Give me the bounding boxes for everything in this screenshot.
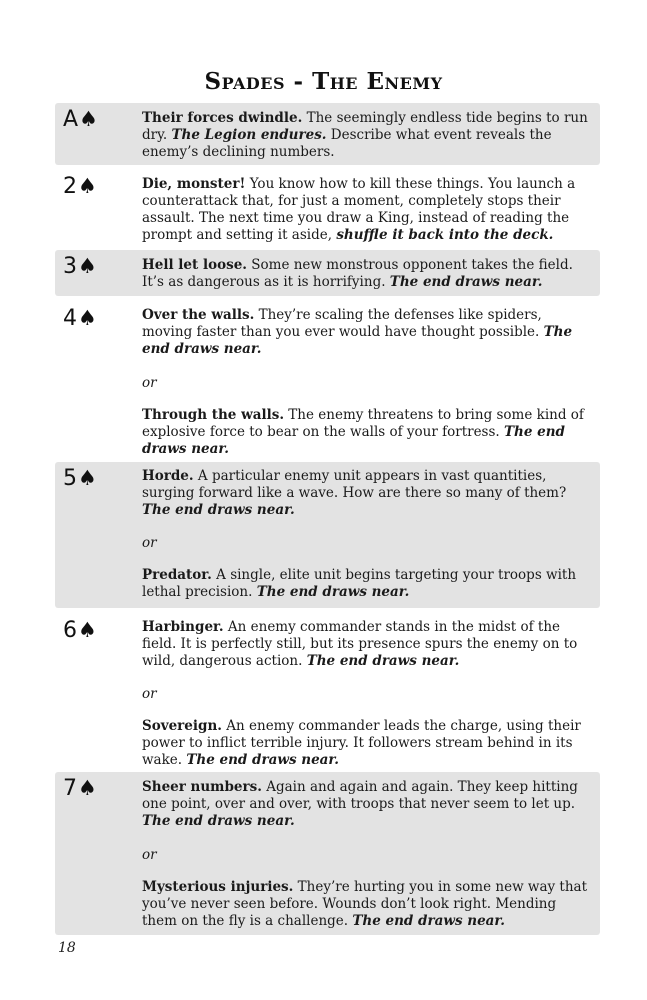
- option-outcome: The end draws near.: [256, 584, 410, 600]
- option-body: An enemy commander stands in the midst of the field. It is perfectly still, but its presence spurs the enemy on to wild, dangerous action.: [142, 619, 578, 669]
- card-rank: [63, 106, 98, 133]
- option-body: A particular enemy unit appears in vast quantities, surging forward like a wave. How are there so many of them?: [142, 468, 567, 501]
- or-separator: or: [142, 535, 157, 551]
- option-outcome: The end draws near.: [142, 324, 573, 357]
- rank-label: 3: [63, 254, 77, 279]
- option-name: Sheer numbers.: [142, 779, 262, 795]
- card-rank: [63, 253, 97, 280]
- card-rank: [63, 305, 97, 332]
- card-row-3: [55, 250, 600, 296]
- option-body: A single, elite unit begins targeting your troops with lethal precision.: [142, 567, 577, 600]
- spade-icon: ♠: [79, 107, 98, 131]
- card-rank: [63, 775, 97, 802]
- card-text: [142, 307, 590, 458]
- card-row-ace: [55, 103, 600, 165]
- option-name: Sovereign.: [142, 718, 222, 734]
- option-name: Die, monster!: [142, 176, 246, 192]
- option-outcome: The end draws near.: [352, 913, 505, 929]
- option-body: The enemy threatens to bring some kind of explosive force to bear on the walls of your fortress.: [142, 407, 584, 440]
- spade-icon: ♠: [78, 466, 97, 490]
- option-outcome: The end draws near.: [389, 274, 543, 290]
- option-outcome: The end draws near.: [142, 813, 295, 829]
- page-title: Spades - The Enemy: [204, 68, 443, 95]
- card-row-5: [55, 462, 600, 608]
- option-outcome: The Legion endures.: [171, 127, 327, 143]
- spade-icon: ♠: [78, 174, 97, 198]
- card-text: [142, 176, 590, 244]
- spade-icon: ♠: [78, 254, 97, 278]
- option-name: Over the walls.: [142, 307, 255, 323]
- spade-icon: ♠: [78, 618, 97, 642]
- option-name: Harbinger.: [142, 619, 224, 635]
- option-body: Again and again and again. They keep hitting one point, over and over, with troops that never seem to let up.: [142, 779, 578, 812]
- or-separator: or: [142, 847, 157, 863]
- option-name: Hell let loose.: [142, 257, 247, 273]
- option-body: They’re scaling the defenses like spiders, moving faster than you ever would have thought possible.: [142, 307, 544, 340]
- option-name: Through the walls.: [142, 407, 285, 423]
- or-separator: or: [142, 686, 157, 702]
- option-body: They’re hurting you in some new way that you’ve never seen before. Wounds don’t look right. Mending them on the fly is a challenge.: [142, 879, 588, 929]
- spade-icon: ♠: [78, 776, 97, 800]
- rank-label: 4: [63, 306, 77, 331]
- card-rank: [63, 617, 97, 644]
- option-outcome: The end draws near.: [186, 752, 339, 768]
- card-row-6: [55, 614, 600, 766]
- option-body: Some new monstrous opponent takes the field. It’s as dangerous as it is horrifying.: [142, 257, 573, 290]
- option-body: The seemingly endless tide begins to run dry.: [142, 110, 588, 143]
- rank-label: 6: [63, 618, 77, 643]
- option-outcome: shuffle it back into the deck.: [336, 227, 554, 243]
- option-name: Horde.: [142, 468, 194, 484]
- card-text: [142, 619, 590, 769]
- card-text: [142, 110, 590, 161]
- option-body: You know how to kill these things. You launch a counterattack that, for just a moment, completely stops their assault. The next time you draw a King, instead of reading the prompt and setting it aside,: [142, 176, 576, 243]
- spade-icon: ♠: [78, 306, 97, 330]
- card-rank: [63, 173, 97, 200]
- rank-label: 5: [63, 466, 77, 491]
- card-text: [142, 468, 590, 601]
- option-after: Describe what event reveals the enemy’s declining numbers.: [142, 127, 552, 160]
- option-name: Predator.: [142, 567, 212, 583]
- card-row-4: [55, 302, 600, 457]
- option-outcome: The end draws near.: [306, 653, 460, 669]
- rank-label: 7: [63, 776, 77, 801]
- option-outcome: The end draws near.: [142, 424, 565, 457]
- page-number: 18: [58, 940, 76, 956]
- option-outcome: The end draws near.: [142, 502, 295, 518]
- option-name: Their forces dwindle.: [142, 110, 303, 126]
- card-text: [142, 779, 590, 930]
- rank-label: 2: [63, 174, 77, 199]
- or-separator: or: [142, 375, 157, 391]
- card-text: [142, 257, 590, 291]
- card-rank: [63, 465, 97, 492]
- card-row-7: [55, 772, 600, 935]
- option-name: Mysterious injuries.: [142, 879, 294, 895]
- rank-label: A: [63, 107, 79, 132]
- option-body: An enemy commander leads the charge, using their power to inflict terrible injury. It followers stream behind in its wake.: [142, 718, 581, 768]
- card-row-2: [55, 170, 600, 242]
